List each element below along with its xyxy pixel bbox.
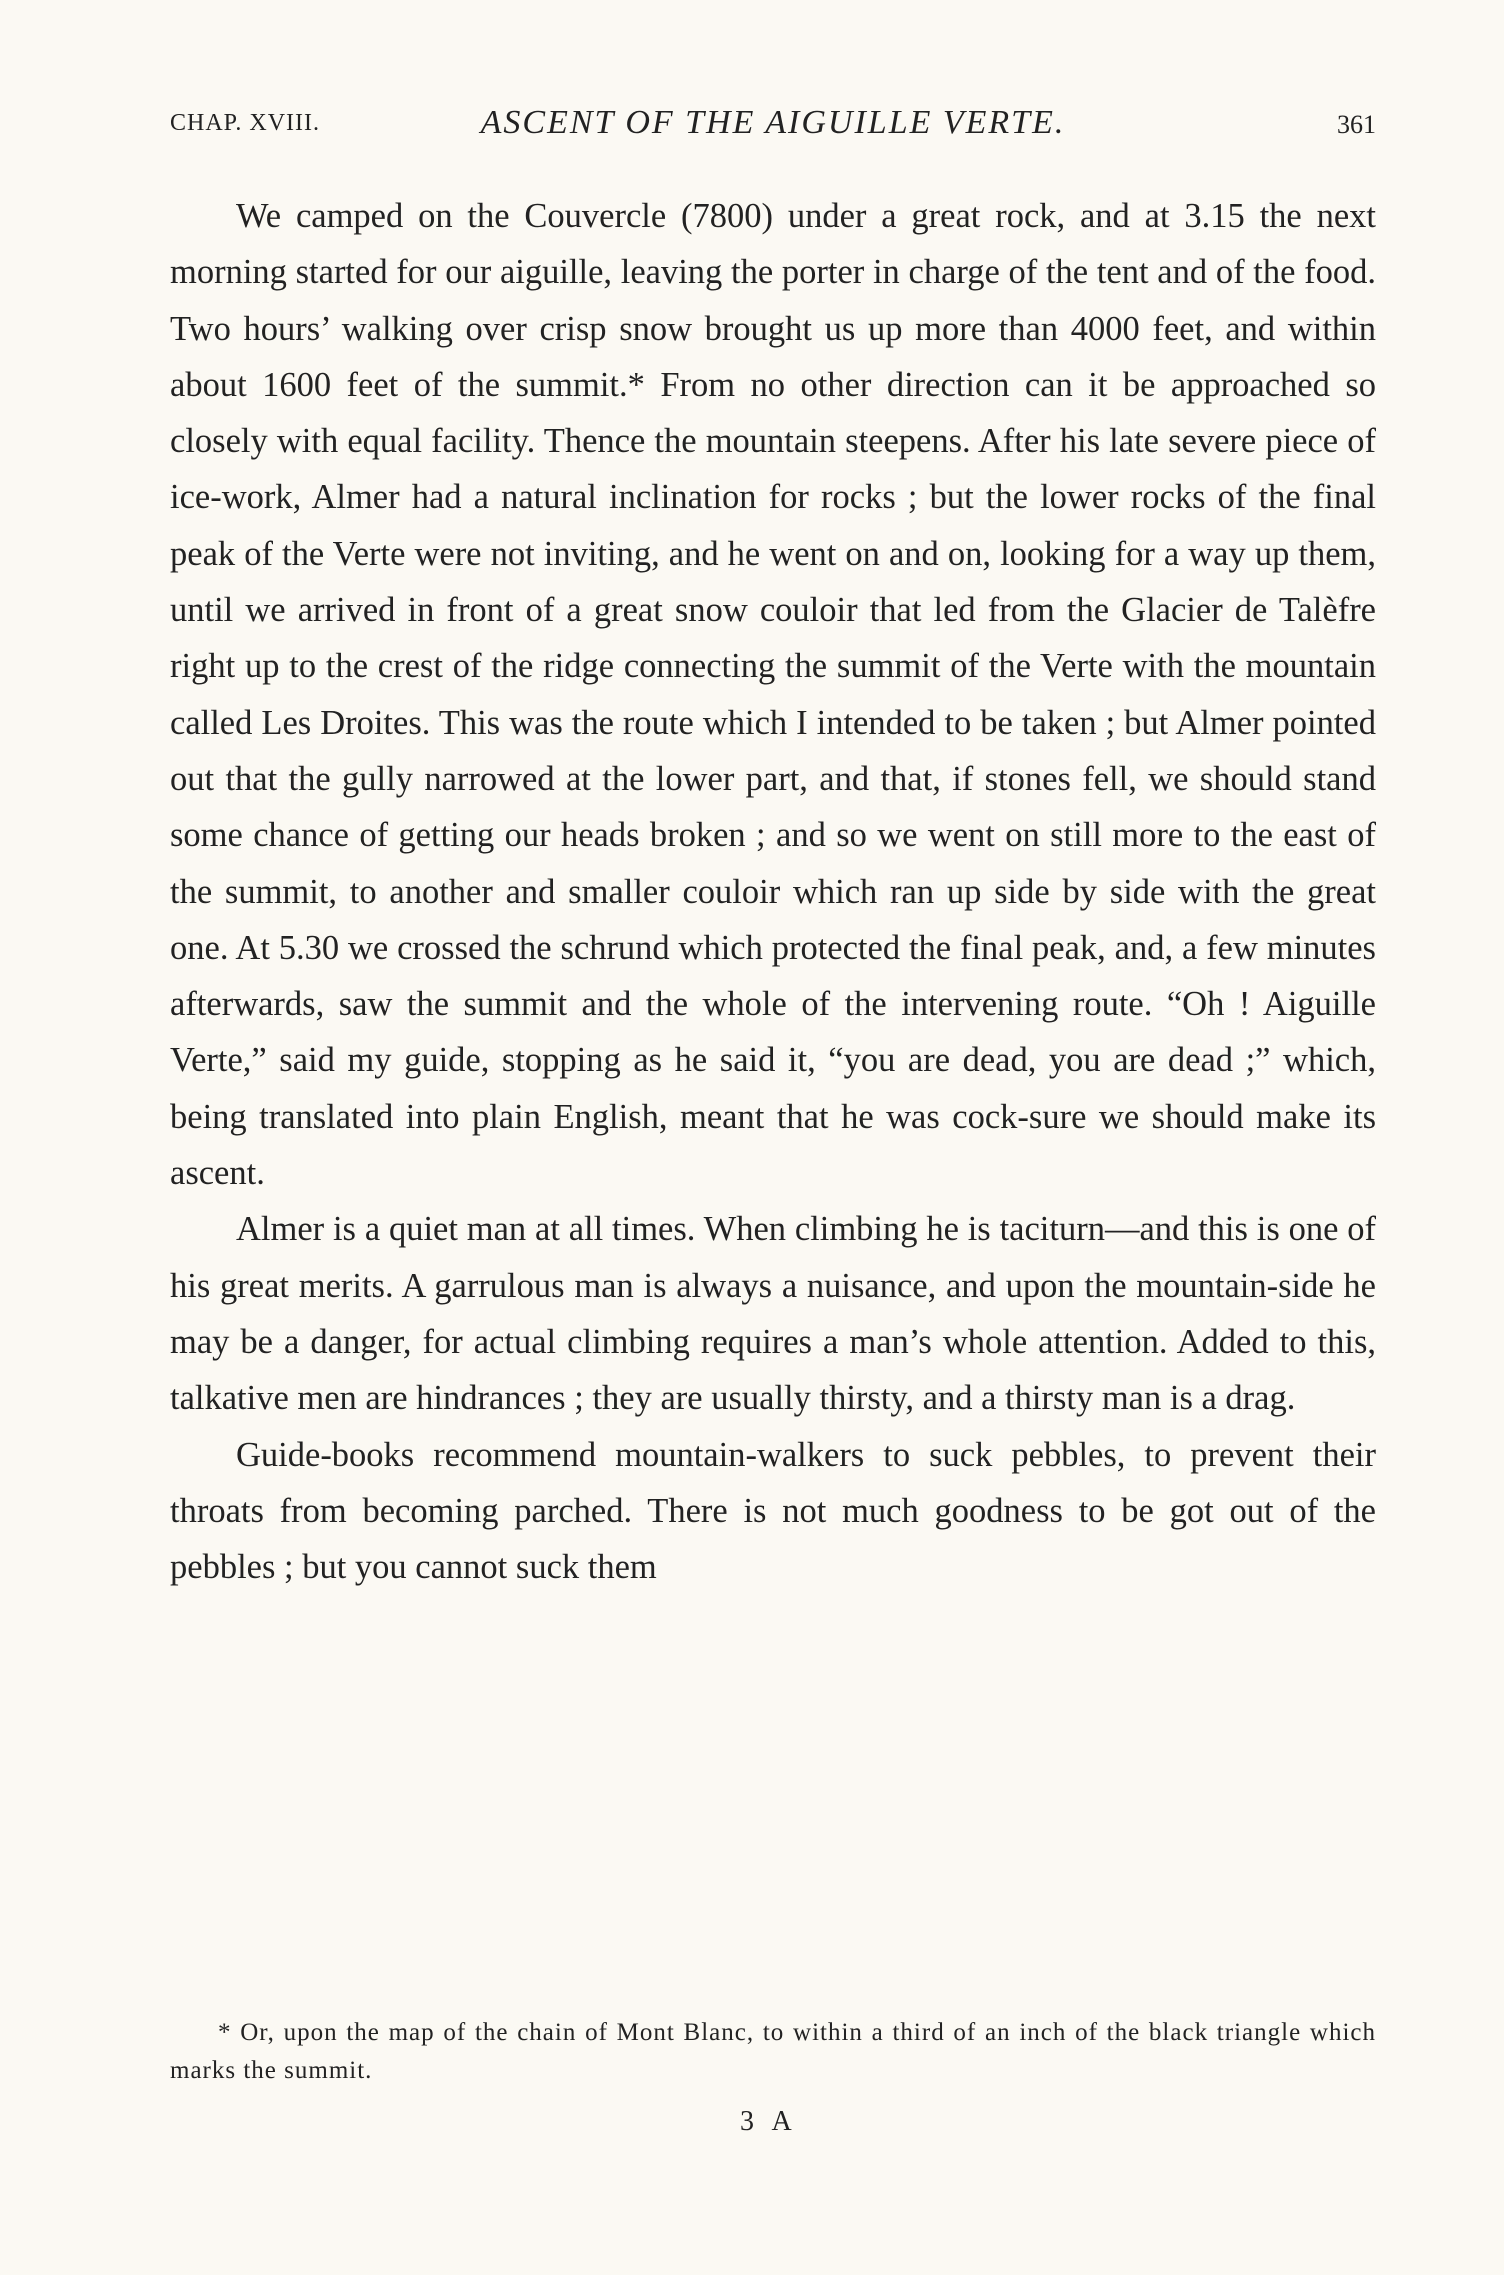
running-head xyxy=(170,104,1376,150)
footnote-text: * Or, upon the map of the chain of Mont Blanc, to within a third of an inch of the black triangle which marks the summit. xyxy=(170,2019,1376,2084)
page-number: 361 xyxy=(1337,110,1376,139)
paragraph: We camped on the Couvercle (7800) under a great rock, and at 3.15 the next morning started for our aiguille, leaving the porter in charge of the tent and of the food. Two hours’ walking over crisp snow brought us up more than 4000 feet, and within about 1600 feet of the summit.* From no other direction can it be approached so closely with equal facility. Thence the mountain steepens. After his late severe piece of ice-work, Almer had a natural inclination for rocks ; but the lower rocks of the final peak of the Verte were not inviting, and he went on and on, looking for a way up them, until we arrived in front of a great snow couloir that led from the Glacier de Talèfre right up to the crest of the ridge connecting the summit of the Verte with the mountain called Les Droites. This was the route which I intended to be taken ; but Almer pointed out that the gully narrowed at the lower part, and that, if stones fell, we should stand some chance of getting our heads broken ; and so we went on still more to the east of the summit, to another and smaller couloir which ran up side by side with the great one. At 5.30 we crossed the schrund which protected the final peak, and, a few minutes afterwards, saw the summit and the whole of the intervening route. “Oh ! Aiguille Verte,” said my guide, stopping as he said it, “you are dead, you are dead ;” which, being translated into plain English, meant that he was cock-sure we should make its ascent. xyxy=(170,197,1376,1193)
footnote xyxy=(170,2014,1376,2090)
paragraph: Almer is a quiet man at all times. When climbing he is taciturn—and this is one of his great merits. A garrulous man is always a nuisance, and upon the mountain-side he may be a danger, for actual climbing requires a man’s whole attention. Added to this, talkative men are hindrances ; they are usually thirsty, and a thirsty man is a drag. xyxy=(170,1210,1376,1418)
page-title: ASCENT OF THE AIGUILLE VERTE. xyxy=(480,104,1066,141)
chapter-label: CHAP. XVIII. xyxy=(170,110,320,136)
signature-mark: 3 A xyxy=(740,2106,798,2137)
paragraph: Guide-books recommend mountain-walkers to suck pebbles, to prevent their throats from becoming parched. There is not much goodness to be got out of the pebbles ; but you cannot suck them xyxy=(170,1435,1376,1587)
body-text xyxy=(170,188,1376,1595)
